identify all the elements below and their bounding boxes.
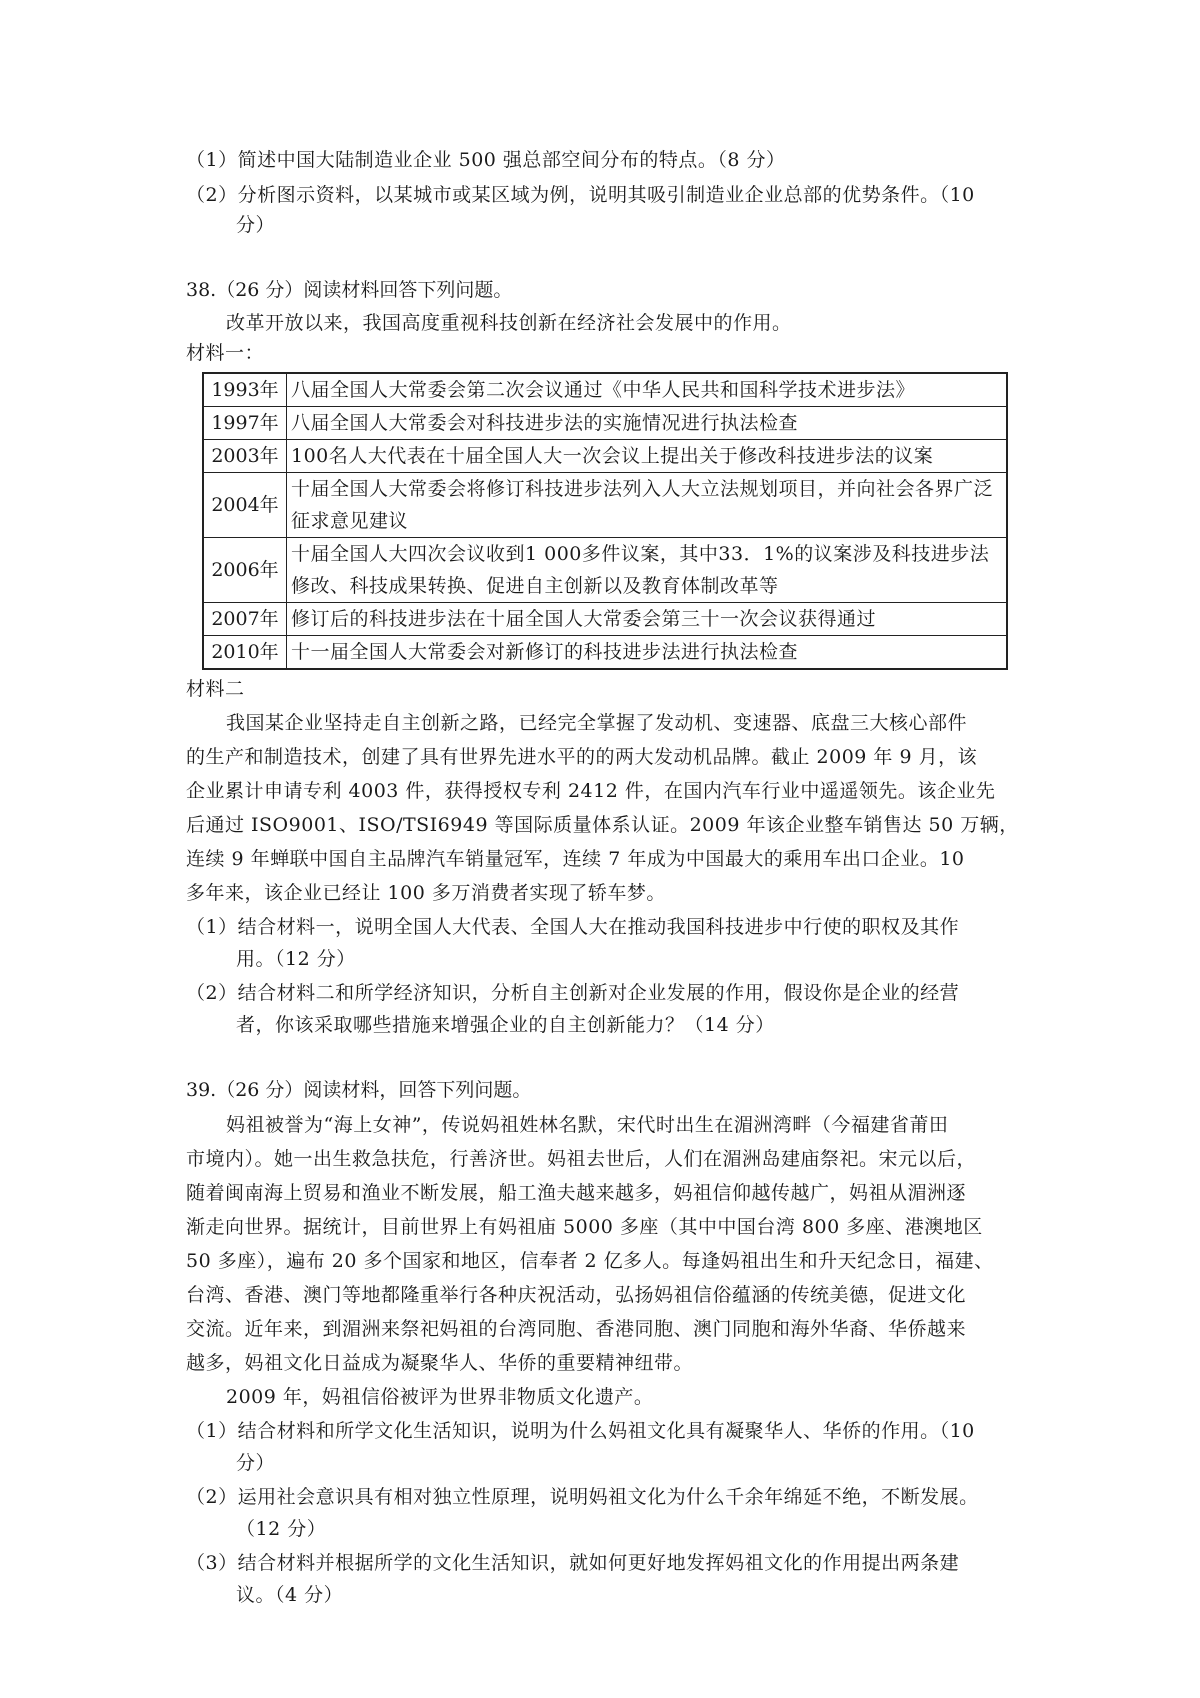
q39-para-line: 台湾、香港、澳门等地都隆重举行各种庆祝活动，弘扬妈祖信俗蕴涵的传统美德，促进文化: [186, 1284, 967, 1306]
timeline-event: 十届全国人大常委会将修订科技进步法列入人大立法规划项目，并向社会各界广泛征求意见建议: [287, 473, 1008, 538]
timeline-year: 2004年: [203, 473, 287, 538]
q39-sub2-line2: （12 分）: [236, 1518, 327, 1540]
timeline-event: 十一届全国人大常委会对新修订的科技进步法进行执法检查: [287, 636, 1008, 670]
q38-material2-line: 企业累计申请专利 4003 件，获得授权专利 2412 件，在国内汽车行业中遥遥领先。该企业先: [186, 780, 996, 802]
q38-sub1-line2: 用。（12 分）: [236, 948, 356, 970]
timeline-row: [203, 603, 1007, 636]
q39-para-line: 市境内）。她一出生救急扶危，行善济世。妈祖去世后，人们在湄洲岛建庙祭祀。宋元以后，: [186, 1148, 977, 1170]
timeline-event: 八届全国人大常委会对科技进步法的实施情况进行执法检查: [287, 407, 1008, 440]
timeline-event: 100名人大代表在十届全国人大一次会议上提出关于修改科技进步法的议案: [287, 440, 1008, 473]
q39-para-line: 越多，妈祖文化日益成为凝聚华人、华侨的重要精神纽带。: [186, 1352, 694, 1374]
q38-material2-line: 我国某企业坚持走自主创新之路，已经完全掌握了发动机、变速器、底盘三大核心部件: [226, 712, 968, 734]
q37-sub2-line2: 分）: [236, 214, 276, 236]
q39-para-line: 50 多座），遍布 20 多个国家和地区，信奉者 2 亿多人。每逢妈祖出生和升天纪念日，福建、: [186, 1250, 994, 1272]
q38-material2-label: 材料二: [186, 678, 245, 700]
timeline-row: [203, 473, 1007, 538]
q38-sub1-line1: （1）结合材料一，说明全国人大代表、全国人大在推动我国科技进步中行使的职权及其作: [186, 916, 960, 938]
q38-material2-line: 多年来，该企业已经让 100 多万消费者实现了轿车梦。: [186, 882, 666, 904]
q38-sub2-line1: （2）结合材料二和所学经济知识，分析自主创新对企业发展的作用，假设你是企业的经营: [186, 982, 960, 1004]
timeline-year: 1993年: [203, 373, 287, 407]
q39-para-line: 妈祖被誉为“海上女神”，传说妈祖姓林名默，宋代时出生在湄洲湾畔（今福建省莆田: [226, 1114, 949, 1136]
q38-material1-label: 材料一：: [186, 342, 265, 364]
q37-sub1: （1）简述中国大陆制造业企业 500 强总部空间分布的特点。（8 分）: [186, 149, 786, 171]
q38-material2-line: 后通过 ISO9001、ISO/TSI6949 等国际质量体系认证。2009 年该企业整车销售达 50 万辆，: [186, 814, 1019, 836]
q38-title: 38.（26 分）阅读材料回答下列问题。: [186, 279, 513, 301]
q38-sub2-line2: 者，你该采取哪些措施来增强企业的自主创新能力？（14 分）: [236, 1014, 775, 1036]
timeline-event: 八届全国人大常委会第二次会议通过《中华人民共和国科学技术进步法》: [287, 373, 1008, 407]
timeline-row: [203, 407, 1007, 440]
q38-material2-line: 的生产和制造技术，创建了具有世界先进水平的的两大发动机品牌。截止 2009 年 9 月，该: [186, 746, 978, 768]
q39-sub1-line1: （1）结合材料和所学文化生活知识，说明为什么妈祖文化具有凝聚华人、华侨的作用。（10: [186, 1420, 975, 1442]
q39-para2: 2009 年，妈祖信俗被评为世界非物质文化遗产。: [226, 1386, 654, 1408]
timeline-year: 2006年: [203, 538, 287, 603]
q39-sub3-line1: （3）结合材料并根据所学的文化生活知识，就如何更好地发挥妈祖文化的作用提出两条建: [186, 1552, 960, 1574]
q39-para-line: 渐走向世界。据统计，目前世界上有妈祖庙 5000 多座（其中中国台湾 800 多座、港澳地区: [186, 1216, 983, 1238]
timeline-row: [203, 538, 1007, 603]
timeline-year: 2010年: [203, 636, 287, 670]
timeline-row: [203, 636, 1007, 670]
q39-sub1-line2: 分）: [236, 1452, 276, 1474]
timeline-year: 1997年: [203, 407, 287, 440]
q39-title: 39.（26 分）阅读材料，回答下列问题。: [186, 1079, 532, 1101]
q37-sub2-line1: （2）分析图示资料，以某城市或某区域为例，说明其吸引制造业企业总部的优势条件。（10: [186, 184, 975, 206]
q39-sub2-line1: （2）运用社会意识具有相对独立性原理，说明妈祖文化为什么千余年绵延不绝，不断发展。: [186, 1486, 979, 1508]
timeline-year: 2007年: [203, 603, 287, 636]
legislation-timeline-table: [202, 372, 1008, 670]
timeline-event: 十届全国人大四次会议收到1 000多件议案，其中33．1%的议案涉及科技进步法修改、科技成果转换、促进自主创新以及教育体制改革等: [287, 538, 1008, 603]
timeline-row: [203, 373, 1007, 407]
timeline-event: 修订后的科技进步法在十届全国人大常委会第三十一次会议获得通过: [287, 603, 1008, 636]
timeline-row: [203, 440, 1007, 473]
q39-para-line: 交流。近年来，到湄洲来祭祀妈祖的台湾同胞、香港同胞、澳门同胞和海外华裔、华侨越来: [186, 1318, 967, 1340]
q39-sub3-line2: 议。（4 分）: [236, 1584, 344, 1606]
timeline-year: 2003年: [203, 440, 287, 473]
q38-material2-line: 连续 9 年蝉联中国自主品牌汽车销量冠军，连续 7 年成为中国最大的乘用车出口企业。10: [186, 848, 965, 870]
q38-intro: 改革开放以来，我国高度重视科技创新在经济社会发展中的作用。: [226, 312, 792, 334]
q39-para-line: 随着闽南海上贸易和渔业不断发展，船工渔夫越来越多，妈祖信仰越传越广，妈祖从湄洲逐: [186, 1182, 967, 1204]
